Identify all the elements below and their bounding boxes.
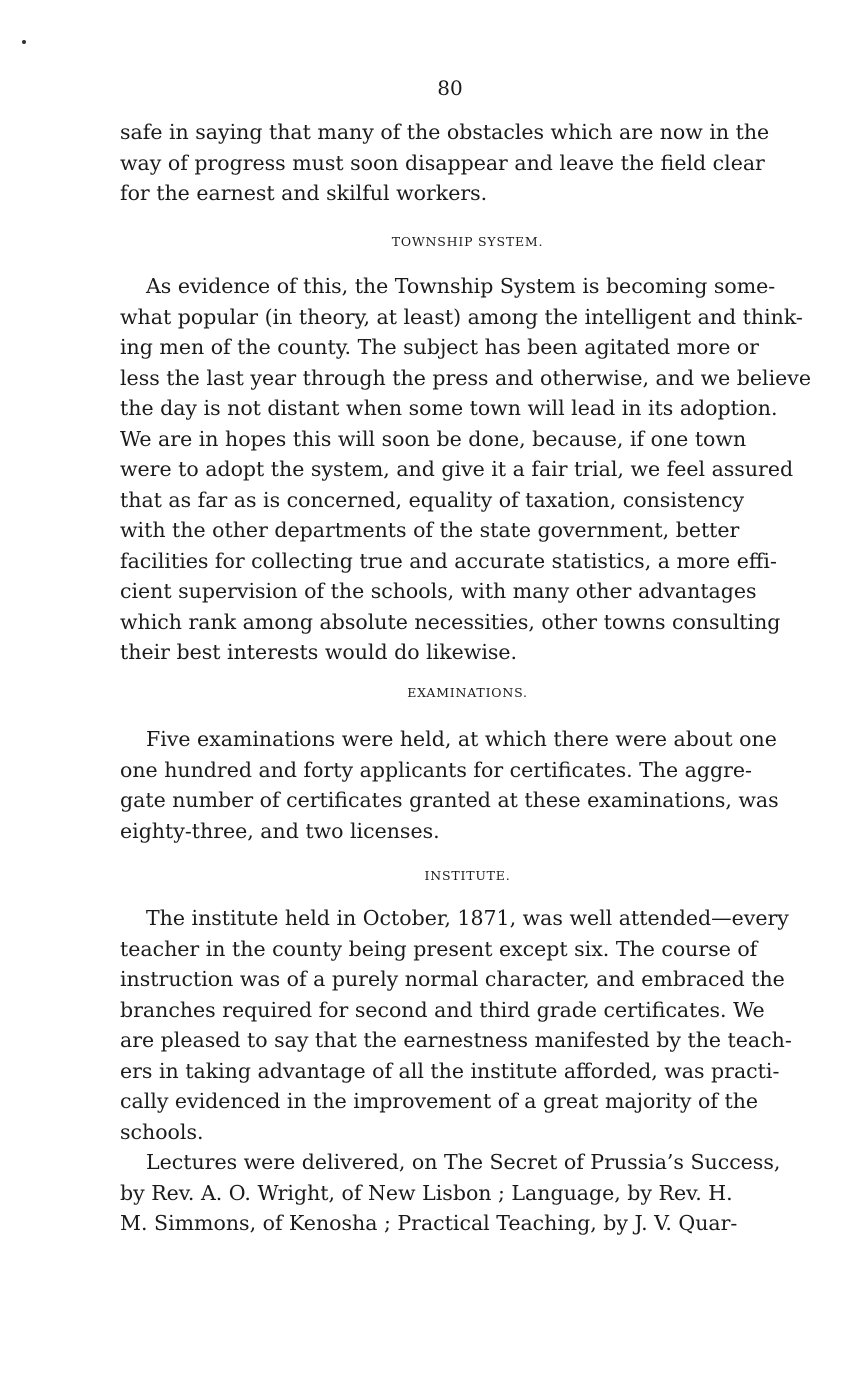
- section-heading-institute: [120, 866, 785, 886]
- intro-paragraph: [120, 117, 785, 209]
- text-line: schools.: [120, 1119, 204, 1144]
- text-line: one hundred and forty applicants for certificates. The aggre-: [120, 757, 752, 782]
- text-line: the day is not distant when some town will lead in its adoption.: [120, 396, 778, 420]
- text-line: that as far as is concerned, equality of taxation, consistency: [120, 487, 745, 512]
- text-line: are pleased to say that the earnestness manifested by the teach-: [120, 1028, 792, 1052]
- text-line: branches required for second and third grade certificates. We: [120, 997, 765, 1022]
- text-line: less the last year through the press and otherwise, and we believe: [120, 365, 812, 390]
- text-line: for the earnest and skilful workers.: [120, 181, 488, 205]
- text-line: cally evidenced in the improvement of a great majority of the: [120, 1089, 759, 1113]
- page-number: 80: [437, 76, 463, 100]
- text-line: ers in taking advantage of all the institute afforded, was practi-: [120, 1058, 780, 1083]
- text-line: As evidence of this, the Township System is becoming some-: [146, 274, 776, 298]
- text-line: facilities for collecting true and accurate statistics, a more effi-: [120, 548, 777, 573]
- text-line: teacher in the county being present except six. The course of: [120, 936, 758, 961]
- section-heading: EXAMINATIONS.: [407, 685, 528, 700]
- text-line: their best interests would do likewise.: [120, 640, 518, 664]
- text-line: safe in saying that many of the obstacles which are now in the: [120, 120, 770, 144]
- text-line: by Rev. A. O. Wright, of New Lisbon ; Language, by Rev. H.: [120, 1180, 733, 1205]
- section-heading-examinations: [120, 683, 785, 703]
- section-heading-township: [120, 232, 785, 252]
- text-line: instruction was of a purely normal character, and embraced the: [120, 967, 785, 991]
- section-heading: INSTITUTE.: [424, 868, 511, 883]
- text-line: way of progress must soon disappear and leave the field clear: [120, 150, 765, 175]
- text-line: ing men of the county. The subject has been agitated more or: [120, 335, 759, 359]
- text-line: were to adopt the system, and give it a fair trial, we feel assured: [120, 457, 794, 481]
- text-line: which rank among absolute necessities, other towns consulting: [120, 609, 781, 634]
- text-line: gate number of certificates granted at these examinations, was: [120, 788, 779, 812]
- text-line: eighty-three, and two licenses.: [120, 818, 440, 843]
- text-line: cient supervision of the schools, with many other advantages: [120, 579, 757, 603]
- text-line: We are in hopes this will soon be done, because, if one town: [120, 426, 747, 451]
- text-line: Lectures were delivered, on The Secret of Prussia’s Success,: [146, 1150, 781, 1174]
- text-line: what popular (in theory, at least) among the intelligent and think-: [120, 304, 803, 329]
- section-heading: TOWNSHIP SYSTEM.: [391, 234, 544, 249]
- township-paragraph: [120, 271, 812, 668]
- stray-ink-mark: [22, 40, 26, 44]
- text-line: The institute held in October, 1871, was well attended—every: [146, 906, 789, 930]
- text-line: M. Simmons, of Kenosha ; Practical Teaching, by J. V. Quar-: [120, 1211, 738, 1235]
- examinations-paragraph: [120, 724, 785, 846]
- text-line: Five examinations were held, at which there were about one: [146, 727, 777, 751]
- text-line: with the other departments of the state government, better: [120, 518, 740, 542]
- institute-paragraph: [120, 903, 792, 1239]
